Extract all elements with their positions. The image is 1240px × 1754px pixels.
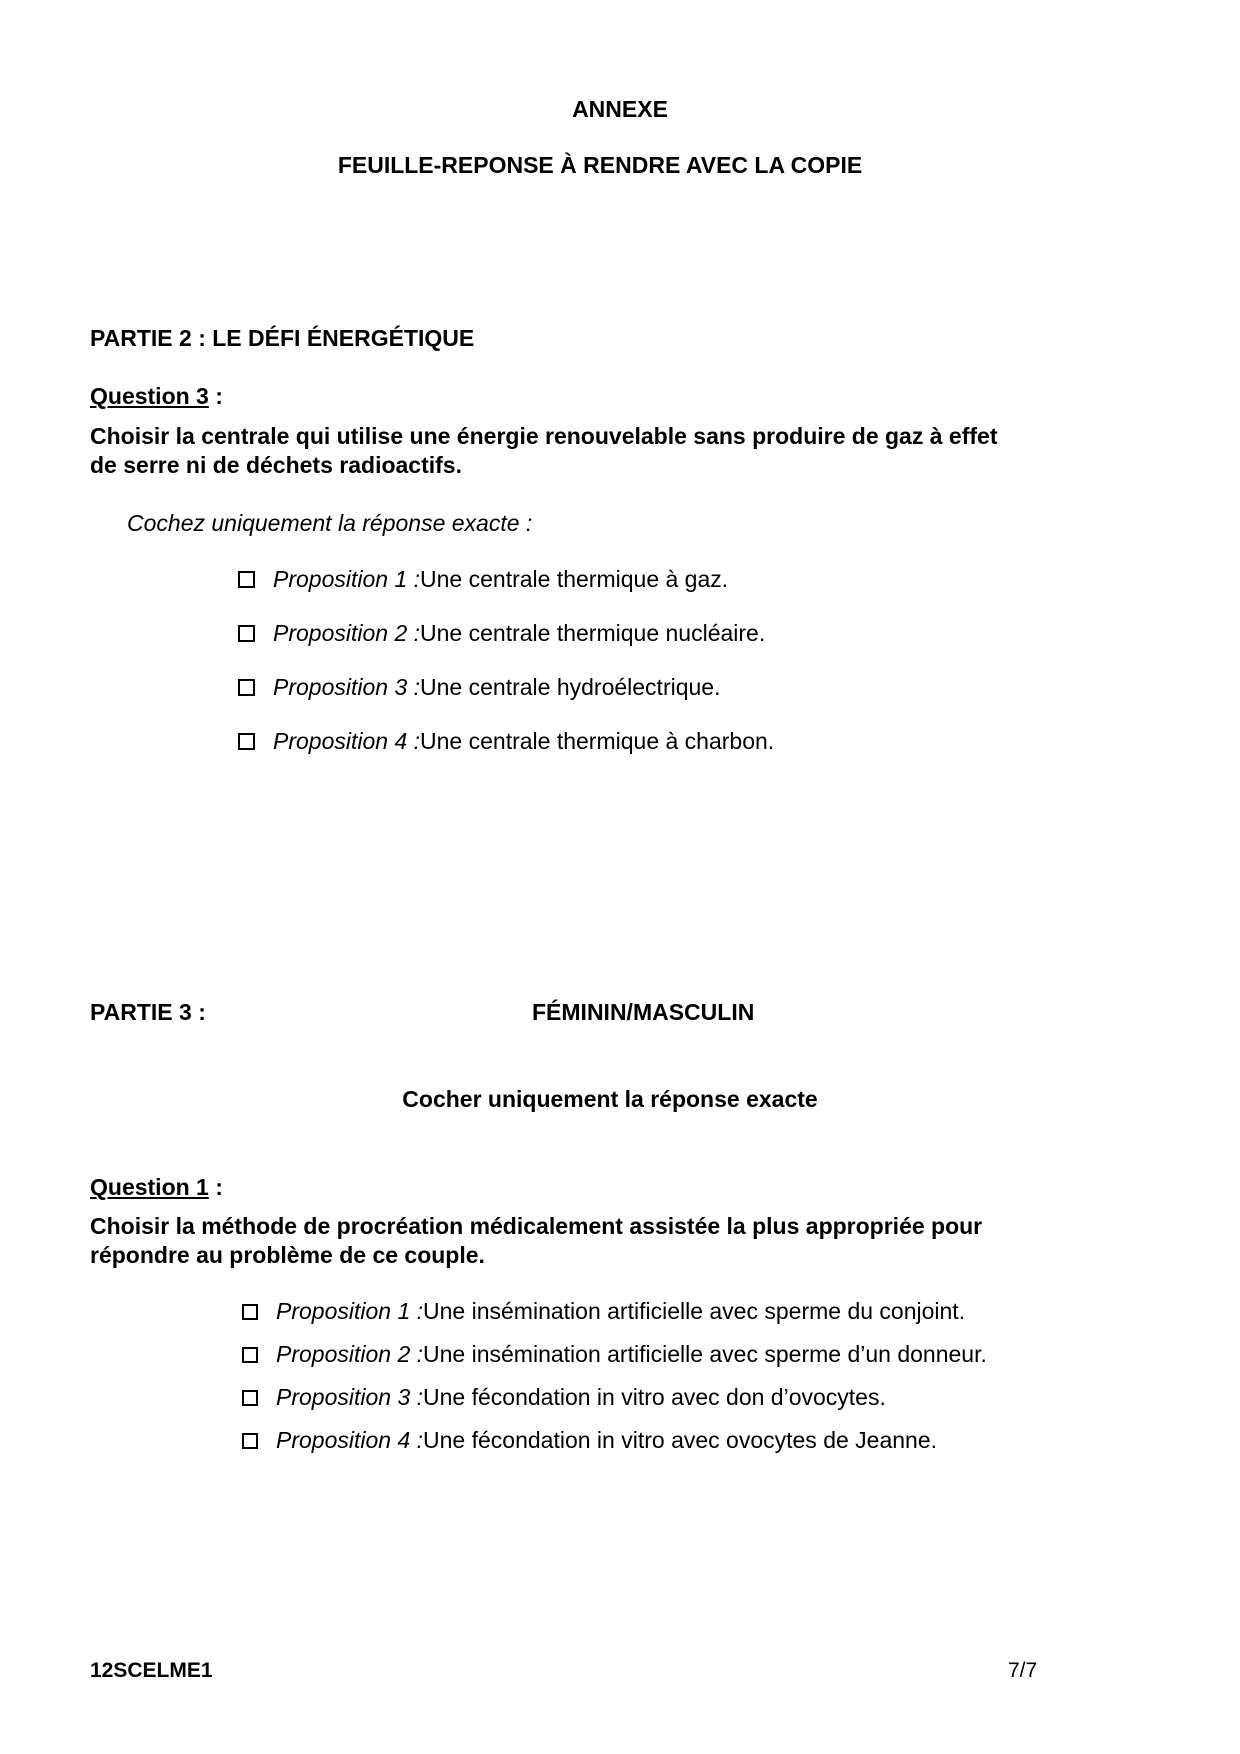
partie3-question-line1: Choisir la méthode de procréation médicalement assistée la plus appropriée pour <box>90 1213 983 1239</box>
partie3-title: PARTIE 3 : <box>90 999 206 1025</box>
partie3-instruction: Cocher uniquement la réponse exacte <box>402 1086 818 1112</box>
partie2-question-text <box>90 422 1090 480</box>
partie2-proposition-2[interactable] <box>238 620 765 647</box>
proposition-text: Une centrale thermique à gaz. <box>420 566 729 592</box>
proposition-label: Proposition 1 : <box>276 1298 424 1324</box>
page-number: 7/7 <box>1008 1659 1038 1682</box>
partie2-proposition-4[interactable] <box>238 728 774 755</box>
partie2-question-heading <box>90 383 223 410</box>
answer-sheet-subtitle: FEUILLE-REPONSE À RENDRE AVEC LA COPIE <box>337 152 863 178</box>
checkbox[interactable] <box>238 679 255 696</box>
partie3-subject: FÉMININ/MASCULIN <box>532 999 755 1025</box>
partie2-title: PARTIE 2 : LE DÉFI ÉNERGÉTIQUE <box>90 325 475 351</box>
checkbox[interactable] <box>238 625 255 642</box>
partie2-question-line2: de serre ni de déchets radioactifs. <box>90 452 462 478</box>
proposition-text: Une insémination artificielle avec sperme d’un donneur. <box>423 1341 987 1367</box>
partie2-proposition-1[interactable] <box>238 566 728 593</box>
proposition-label: Proposition 2 : <box>276 1341 424 1367</box>
annexe-title: ANNEXE <box>572 96 668 122</box>
partie2-question-colon: : <box>208 383 223 409</box>
partie3-proposition-2[interactable] <box>242 1341 987 1368</box>
proposition-label: Proposition 3 : <box>273 674 421 700</box>
proposition-label: Proposition 4 : <box>276 1427 424 1453</box>
checkbox[interactable] <box>242 1347 258 1363</box>
proposition-text: Une centrale thermique nucléaire. <box>420 620 766 646</box>
partie2-question-line1: Choisir la centrale qui utilise une énergie renouvelable sans produire de gaz à effet <box>90 423 998 449</box>
proposition-label: Proposition 1 : <box>273 566 421 592</box>
footer-code: 12SCELME1 <box>90 1659 213 1682</box>
partie2-question-label: Question 3 <box>90 383 209 409</box>
checkbox[interactable] <box>242 1433 258 1449</box>
checkbox[interactable] <box>238 571 255 588</box>
proposition-label: Proposition 3 : <box>276 1384 424 1410</box>
checkbox[interactable] <box>238 733 255 750</box>
partie3-proposition-1[interactable] <box>242 1298 965 1325</box>
partie3-proposition-3[interactable] <box>242 1384 886 1411</box>
proposition-text: Une fécondation in vitro avec don d’ovocytes. <box>423 1384 886 1410</box>
partie3-question-heading <box>90 1174 223 1201</box>
proposition-label: Proposition 2 : <box>273 620 421 646</box>
proposition-text: Une centrale hydroélectrique. <box>420 674 721 700</box>
partie3-question-line2: répondre au problème de ce couple. <box>90 1242 485 1268</box>
partie2-proposition-3[interactable] <box>238 674 720 701</box>
proposition-text: Une centrale thermique à charbon. <box>420 728 775 754</box>
partie2-instruction: Cochez uniquement la réponse exacte : <box>127 510 533 536</box>
checkbox[interactable] <box>242 1390 258 1406</box>
proposition-text: Une fécondation in vitro avec ovocytes de Jeanne. <box>423 1427 938 1453</box>
proposition-text: Une insémination artificielle avec sperme du conjoint. <box>423 1298 966 1324</box>
proposition-label: Proposition 4 : <box>273 728 421 754</box>
partie3-question-text <box>90 1212 1090 1270</box>
partie3-question-colon: : <box>208 1174 223 1200</box>
partie3-proposition-4[interactable] <box>242 1427 937 1454</box>
checkbox[interactable] <box>242 1304 258 1320</box>
partie3-question-label: Question 1 <box>90 1174 209 1200</box>
